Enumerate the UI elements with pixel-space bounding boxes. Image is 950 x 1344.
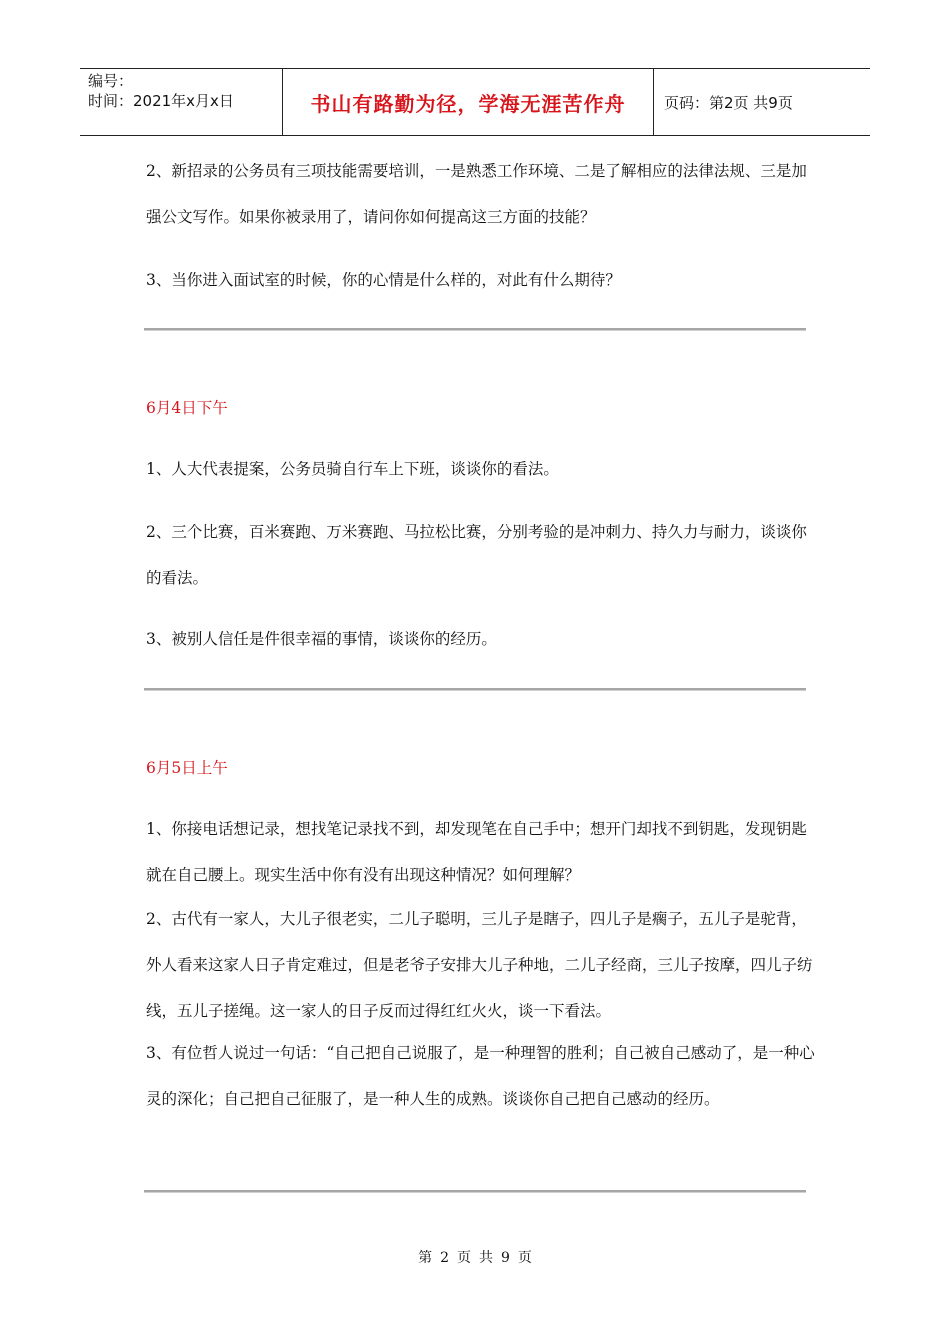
footer-mid: 页: [457, 1250, 471, 1266]
question-paragraph: 3、当你进入面试室的时候，你的心情是什么样的，对此有什么期待？: [146, 271, 621, 289]
question-paragraph: 3、有位哲人说过一句话：“自己把自己说服了，是一种理智的胜利；自己被自己感动了，是一种心灵的深化；自己把自己征服了，是一种人生的成熟。谈谈你自己把自己感动的经历。: [146, 1044, 815, 1108]
footer-suffix: 页: [517, 1250, 532, 1266]
footer-prefix: 第: [418, 1250, 433, 1266]
section-divider: [144, 328, 806, 331]
section-heading: 6月5日上午: [146, 759, 228, 777]
time-label: 时间：2021年x月x日: [88, 92, 234, 110]
header-meta-cell: [80, 69, 282, 135]
question-paragraph: 2、古代有一家人，大儿子很老实，二儿子聪明，三儿子是瞎子，四儿子是瘸子，五儿子是驼背，外人看来这家人日子肯定难过，但是老爷子安排大儿子种地，二儿子经商，三儿子按摩，四儿子纺线，五儿子搓绳。这一家人的日子反而过得红红火火，谈一下看法。: [146, 910, 813, 1020]
motto: 书山有路勤为径，学海无涯苦作舟: [310, 91, 626, 116]
footer-total-pages: 9: [501, 1250, 510, 1266]
footer-total-prefix: 共: [479, 1250, 493, 1266]
question-paragraph: 2、新招录的公务员有三项技能需要培训，一是熟悉工作环境、二是了解相应的法律法规、三是加强公文写作。如果你被录用了，请问你如何提高这三方面的技能？: [146, 162, 807, 226]
question-paragraph: 1、你接电话想记录，想找笔记录找不到，却发现笔在自己手中；想开门却找不到钥匙，发现钥匙就在自己腰上。现实生活中你有没有出现这种情况？如何理解？: [146, 820, 807, 884]
footer-current-page: 2: [440, 1250, 449, 1266]
section-divider: [144, 1190, 806, 1193]
header-motto-cell: [282, 69, 654, 135]
section-heading: 6月4日下午: [146, 399, 228, 417]
header-page-cell: [654, 69, 870, 135]
document-header: [80, 68, 870, 136]
number-label: 编号：: [88, 72, 134, 90]
question-paragraph: 2、三个比赛，百米赛跑、万米赛跑、马拉松比赛，分别考验的是冲刺力、持久力与耐力，谈谈你的看法。: [146, 523, 807, 587]
question-paragraph: 1、人大代表提案，公务员骑自行车上下班，谈谈你的看法。: [146, 460, 559, 478]
section-divider: [144, 688, 806, 691]
question-paragraph: 3、被别人信任是件很幸福的事情，谈谈你的经历。: [146, 630, 497, 648]
page-label: 页码：第2页 共9页: [664, 93, 793, 112]
page-footer: [0, 1247, 950, 1267]
